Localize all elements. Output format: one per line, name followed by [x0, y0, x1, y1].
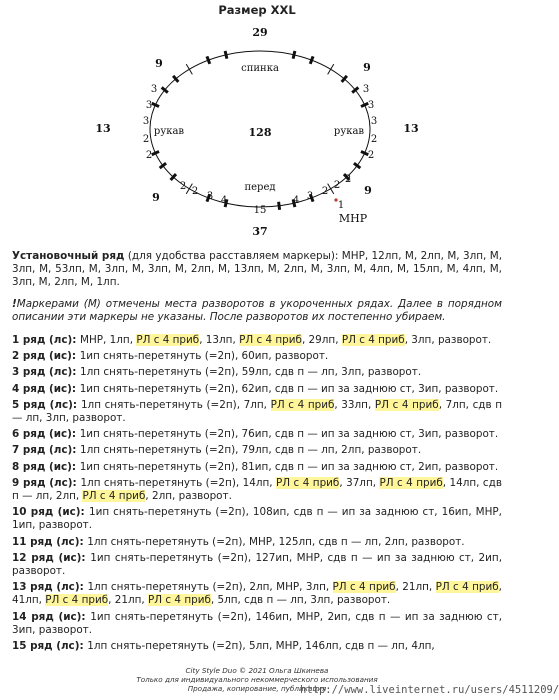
row-text: 1лп снять-перетянуть (=2п), 59лп, сдв п — лп, 3лп, разворот.	[80, 366, 422, 379]
footer-line-2: Только для индивидуального некоммерческого использования	[136, 675, 378, 684]
row-label: 14 ряд (ис):	[12, 610, 91, 623]
left-sleeve-label: рукав	[153, 126, 185, 137]
front-label: перед	[244, 182, 276, 193]
row-instruction	[12, 536, 502, 549]
note-exclamation: !	[12, 298, 17, 310]
diagram-tick	[160, 163, 166, 168]
right-segment-number: 2	[370, 134, 378, 145]
mnr-label: МНР	[338, 212, 368, 225]
row-instruction	[12, 506, 502, 532]
nine-top-right: 9	[363, 61, 371, 74]
front-count: 15	[253, 205, 267, 216]
diagram-tick	[279, 202, 280, 210]
row-label: 2 ряд (ис):	[12, 350, 80, 363]
setup-row-text: (для удобства расставляем маркеры): МНР, 12лп, М, 2лп, М, 3лп, М, 3лп, М, 53лп, М, 3лп, М, 3лп, М, 2лп, М, 13лп, М, 2лп, М, 3лп, М, 4лп, М, 15лп, М, 4лп, М, 3лп, М, 2лп, М, 1лп.	[12, 250, 503, 289]
row-text: , 29лп,	[301, 334, 342, 346]
row-text: 1ип снять-перетянуть (=2п), 146ип, МНР, 2ип, сдв п — ип за заднюю ст, 3ип, разворот.	[12, 610, 502, 636]
highlighted-increase: РЛ с 4 приб	[276, 476, 340, 489]
row-label: 4 ряд (ис):	[12, 382, 80, 395]
row-instruction	[12, 334, 502, 347]
setup-row-title: Установочный ряд	[12, 250, 125, 262]
left-segment-number: 2	[145, 150, 153, 161]
diagram-tick	[328, 64, 334, 74]
right-segment-number: 2	[367, 150, 375, 161]
left-sleeve-count: 13	[95, 122, 111, 135]
row-text: 1лп снять-перетянуть (=2п), 14лп,	[80, 476, 277, 489]
diagram-tick	[293, 51, 295, 59]
start-marker-dot	[334, 198, 337, 201]
highlighted-increase: РЛ с 4 приб	[332, 581, 396, 594]
diagram-tick	[225, 51, 227, 59]
one-label: 1	[337, 200, 345, 211]
highlighted-increase: РЛ с 4 приб	[341, 334, 405, 346]
row-instructions	[12, 334, 502, 656]
highlighted-increase: РЛ с 4 приб	[148, 594, 211, 607]
row-label: 9 ряд (лс):	[12, 476, 81, 489]
row-instruction	[12, 383, 502, 396]
row-instruction	[12, 552, 502, 578]
row-label: 1 ряд (лс):	[12, 334, 81, 346]
row-instruction	[12, 640, 502, 653]
right-segment-number: 3	[370, 116, 378, 127]
nine-bottom-right: 9	[364, 184, 372, 197]
row-text: , 37лп,	[339, 476, 380, 489]
row-text: 1ип снять-перетянуть (=2п), 76ип, сдв п — ип за заднюю ст, 3ип, разворот.	[79, 428, 499, 441]
row-text: 1ип снять-перетянуть (=2п), 81ип, сдв п — ип за заднюю ст, 2ип, разворот.	[79, 460, 499, 473]
row-text: 1ип снять-перетянуть (=2п), 60ип, разворот.	[79, 350, 329, 363]
bottom-right-segment-number: 3	[306, 191, 314, 202]
bottom-left-segment-number: 2	[191, 186, 199, 197]
left-segment-number: 3	[150, 84, 158, 95]
row-label: 13 ряд (лс):	[12, 581, 88, 594]
setup-row	[12, 250, 502, 290]
note-text: Маркерами (М) отмечены места разворотов в укороченных рядах. Далее в порядном описании эти маркеры не указаны. После разворотов их постепенно убираем.	[12, 298, 502, 324]
row-instruction	[12, 461, 502, 474]
highlighted-increase: РЛ с 4 приб	[45, 594, 109, 607]
bottom-left-segment-number: 4	[220, 195, 228, 206]
row-text: 1лп снять-перетянуть (=2п), МНР, 125лп, сдв п — лп, 2лп, разворот.	[87, 535, 465, 548]
highlighted-increase: РЛ с 4 приб	[270, 398, 335, 411]
row-instruction	[12, 366, 502, 379]
row-text: , 3лп, разворот.	[404, 334, 492, 346]
bottom-right-segment-number: 2	[333, 180, 341, 191]
bottom-right-segment-number: 2	[344, 174, 352, 185]
center-count: 128	[248, 126, 272, 139]
diagram-tick	[162, 87, 168, 92]
diagram-tick	[207, 56, 210, 63]
row-text: 1ип снять-перетянуть (=2п), 62ип, сдв п — ип за заднюю ст, 3ип, разворот.	[79, 382, 499, 395]
highlighted-increase: РЛ с 4 приб	[239, 334, 302, 346]
left-segment-number: 2	[142, 134, 150, 145]
row-text: 1лп снять-перетянуть (=2п), 7лп,	[80, 398, 271, 411]
row-label: 10 ряд (ис):	[12, 506, 89, 519]
row-instruction	[12, 350, 502, 363]
row-instruction	[12, 444, 502, 457]
row-instruction	[12, 428, 502, 441]
diagram-tick	[152, 151, 159, 154]
row-text: 1лп снять-перетянуть (=2п), 2лп, МНР, 3лп,	[87, 581, 333, 594]
row-text: 1лп снять-перетянуть (=2п), 79лп, сдв п — лп, 2лп, разворот.	[80, 444, 422, 457]
right-segment-number: 3	[362, 84, 370, 95]
diagram-tick	[310, 56, 313, 63]
footer-line-1: City Style Duo © 2021 Ольга Шкинева	[185, 666, 329, 675]
row-label: 11 ряд (лс):	[12, 535, 88, 548]
row-instruction	[12, 581, 502, 607]
size-title: Размер XXL	[218, 3, 296, 17]
left-segment-number: 3	[142, 116, 150, 127]
highlighted-increase: РЛ с 4 приб	[82, 490, 146, 503]
row-instruction	[12, 477, 502, 503]
diagram-tick	[352, 87, 358, 92]
nine-bottom-left: 9	[152, 191, 160, 204]
row-text: 1ип снять-перетянуть (=2п), 127ип, МНР, сдв п — ип за заднюю ст, 2ип, разворот.	[12, 551, 502, 578]
row-label: 7 ряд (лс):	[12, 444, 81, 457]
footer-line-3: Продажа, копирование, публикация	[187, 684, 327, 693]
diagram-tick	[186, 64, 192, 74]
bottom-left-segment-number: 2	[179, 181, 187, 192]
row-text: , 5лп, сдв п — лп, 3лп, разворот.	[210, 594, 391, 607]
row-label: 5 ряд (лс):	[12, 398, 81, 411]
row-text: , 41лп,	[12, 581, 502, 607]
bottom-right-segment-number: 2	[321, 186, 329, 197]
row-instruction	[12, 399, 502, 425]
highlighted-increase: РЛ с 4 приб	[435, 581, 499, 594]
row-label: 15 ряд (лс):	[12, 640, 88, 653]
watermark-url: http://www.liveinternet.ru/users/4511209/	[300, 684, 559, 696]
row-text: , 2лп, разворот.	[145, 490, 232, 503]
row-instruction	[12, 611, 502, 637]
row-text: , 21лп,	[395, 581, 436, 594]
nine-top-left: 9	[155, 57, 163, 70]
row-label: 6 ряд (ис):	[12, 428, 80, 441]
marker-note	[12, 298, 502, 324]
row-text: , 21лп,	[108, 594, 149, 607]
row-text: , 33лп,	[334, 398, 375, 411]
right-segment-number: 3	[367, 100, 375, 111]
back-label: спинка	[241, 63, 279, 74]
row-label: 12 ряд (ис):	[12, 551, 91, 564]
row-label: 8 ряд (ис):	[12, 460, 80, 473]
row-text: , 14лп, сдв п — лп, 2лп,	[12, 476, 502, 503]
bottom-left-segment-number: 3	[206, 191, 214, 202]
bottom-count: 37	[252, 225, 268, 238]
diagram-tick	[354, 163, 360, 168]
row-text: 1лп снять-перетянуть (=2п), 5лп, МНР, 146лп, сдв п — лп, 4лп,	[87, 640, 435, 653]
top-count: 29	[252, 26, 268, 39]
right-sleeve-label: рукав	[333, 126, 365, 137]
row-text: 1ип снять-перетянуть (=2п), 108ип, сдв п — ип за заднюю ст, 16ип, МНР, 1ип, разворот.	[12, 506, 502, 532]
bottom-right-segment-number: 4	[292, 195, 300, 206]
row-text: , 7лп, сдв п — лп, 3лп, разворот.	[12, 398, 502, 425]
left-segment-number: 3	[145, 100, 153, 111]
highlighted-increase: РЛ с 4 приб	[374, 398, 439, 411]
right-sleeve-count: 13	[403, 122, 419, 135]
row-text: МНР, 1лп,	[80, 334, 137, 346]
row-label: 3 ряд (лс):	[12, 366, 81, 379]
highlighted-increase: РЛ с 4 приб	[136, 334, 200, 346]
row-text: , 13лп,	[199, 334, 240, 346]
yoke-diagram	[85, 22, 435, 240]
highlighted-increase: РЛ с 4 приб	[379, 476, 443, 489]
diagram-tick	[152, 103, 159, 106]
